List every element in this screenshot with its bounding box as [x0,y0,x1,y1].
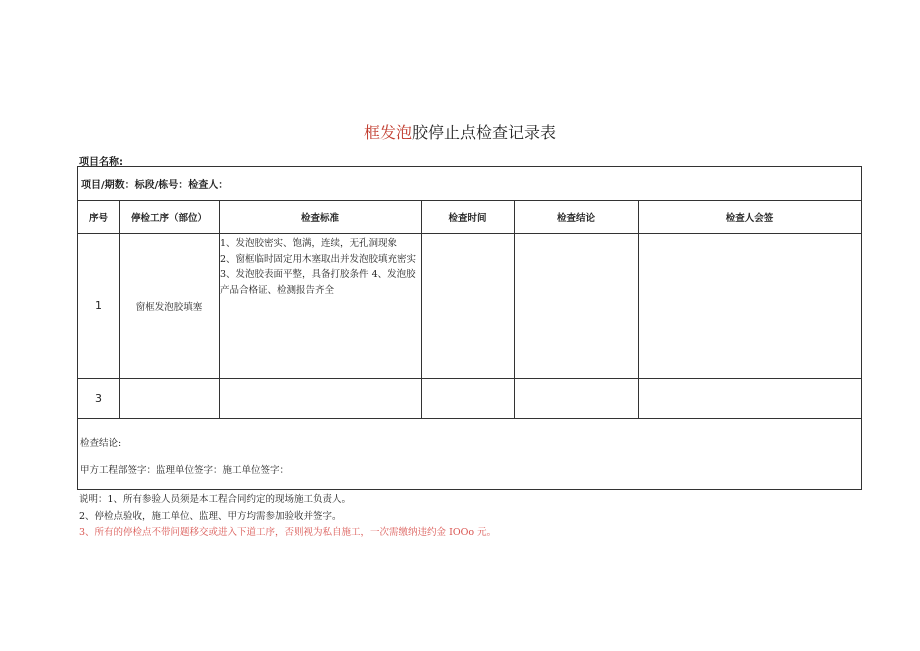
column-header-no: 序号 [88,212,108,224]
column-header-standard: 检查标准 [300,212,339,224]
project-name-label: 项目名称: [79,157,123,168]
row-number: 3 [95,391,102,405]
column-header-process: 停检工序（部位） [130,212,207,224]
note-1: 说明：1、所有参验人员须是本工程合同约定的现场施工负责人。 [79,494,352,505]
row-conclusion[interactable] [514,233,638,378]
standard-line: 2、窗框临时固定用木塞取出并发泡胶填充密实 [220,253,417,265]
signatures-line: 甲方工程部签字：监理单位签字：施工单位签字： [80,465,290,476]
column-header-time: 检查时间 [448,212,487,224]
column-header-conclusion: 检查结论 [556,212,595,224]
page-title-rest: 胶停止点检查记录表 [412,123,557,142]
row-time[interactable] [421,233,514,378]
project-period-row: 项目/期数：标段/栋号：检查人： [81,180,229,191]
note-2: 2、停检点验收，施工单位、监理、甲方均需参加验收并签字。 [79,511,342,522]
page-title-red: 框发泡 [363,123,412,142]
row-time[interactable] [421,378,514,418]
row-process: 窗框发泡胶填塞 [135,301,203,313]
row-signature[interactable] [638,378,861,418]
inspection-table [77,166,862,490]
page-title [0,120,920,143]
row-conclusion[interactable] [514,378,638,418]
inspection-conclusion-label: 检查结论: [80,438,122,449]
table-rule [78,418,861,419]
row-number: 1 [95,299,102,312]
note-3: 3、所有的停检点不带问题移交或进入下道工序，否则视为私自施工，一次需缴纳违约金 IOOo 元。 [79,527,497,538]
column-header-signature: 检查人会签 [725,212,774,224]
row-signature[interactable] [638,233,861,378]
row-process[interactable] [119,378,219,418]
standard-line: 1、发泡胶密实、饱满，连续，无孔洞现象 [220,238,398,249]
row-standard [220,236,424,298]
standard-line: 3、发泡胶表面平整，具备打胶条件 4、发泡胶产品合格证、检测报告齐全 [220,269,416,296]
